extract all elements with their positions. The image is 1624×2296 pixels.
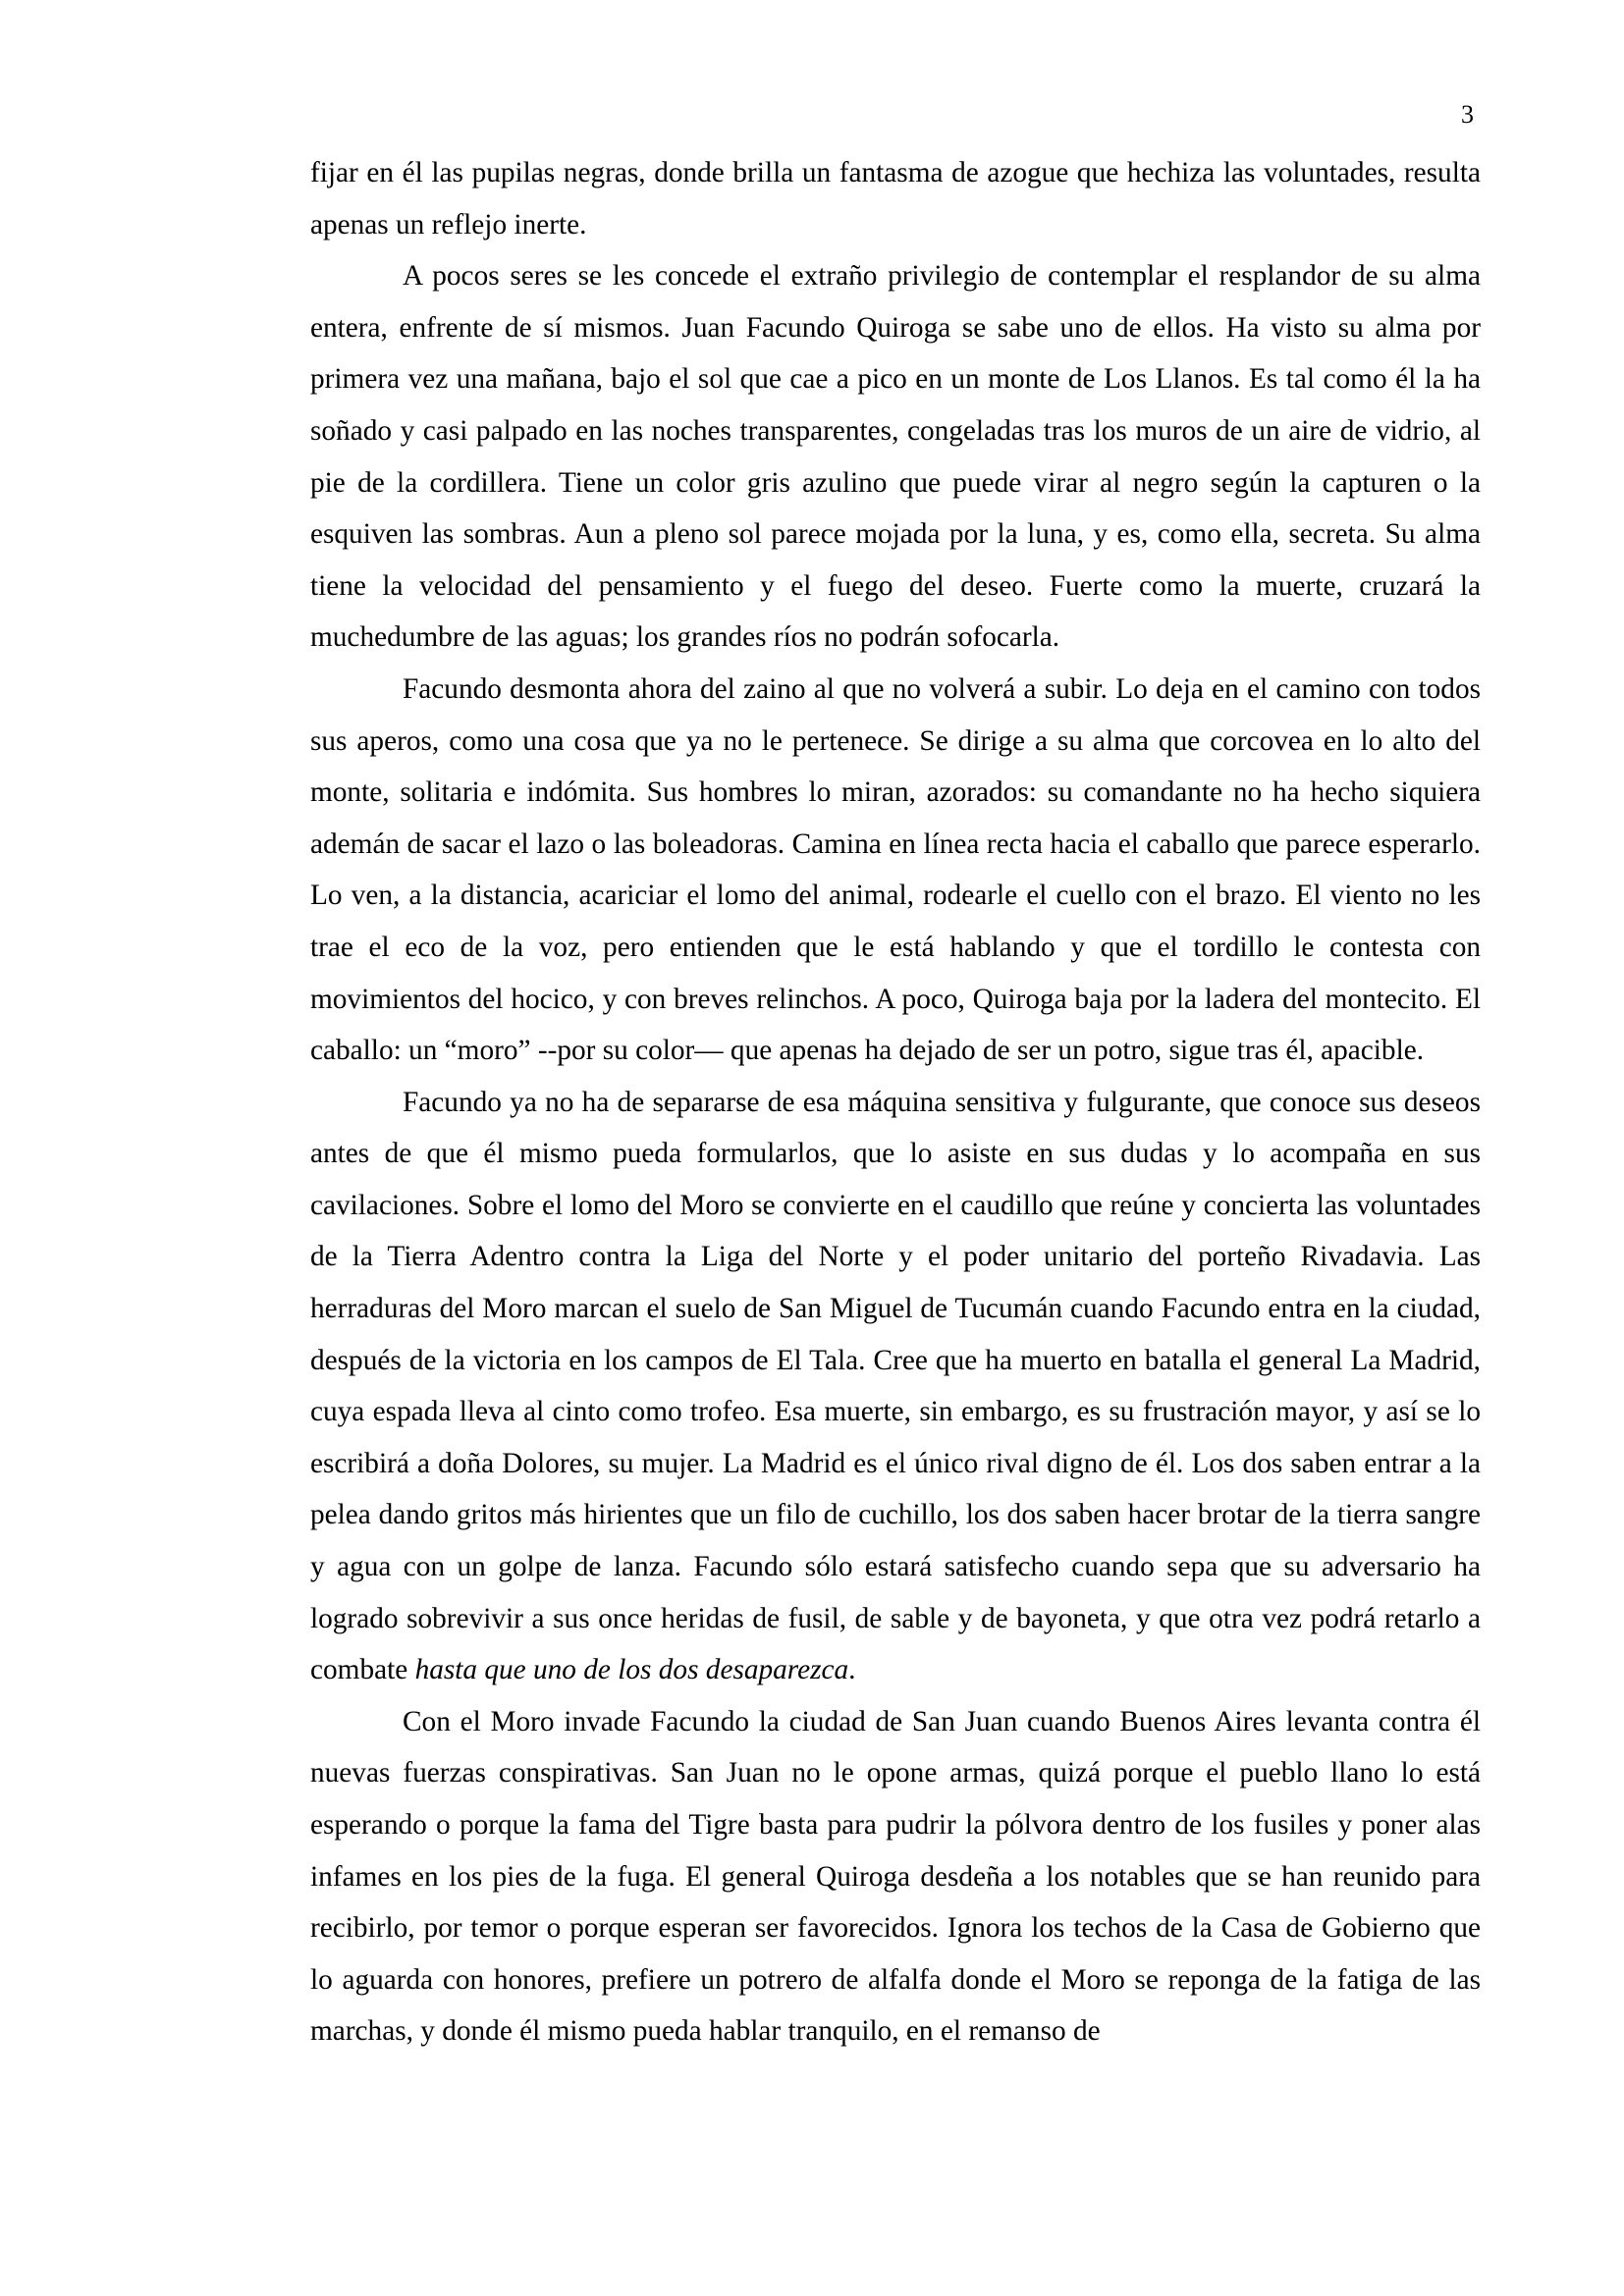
text-body (310, 147, 1481, 2057)
paragraph-2: A pocos seres se les concede el extraño privilegio de contemplar el resplandor de su alma entera, enfrente de sí mismos. Juan Facundo Quiroga se sabe uno de ellos. Ha visto su alma por primera vez una mañana, bajo el sol que cae a pico en un monte de Los Llanos. Es tal como él la ha soñado y casi palpado en las noches transparentes, congeladas tras los muros de un aire de vidrio, al pie de la cordillera. Tiene un color gris azulino que puede virar al negro según la capturen o la esquiven las sombras. Aun a pleno sol parece mojada por la luna, y es, como ella, secreta. Su alma tiene la velocidad del pensamiento y el fuego del deseo. Fuerte como la muerte, cruzará la muchedumbre de las aguas; los grandes ríos no podrán sofocarla. (310, 260, 1481, 654)
paragraph-4-text: Facundo ya no ha de separarse de esa máquina sensitiva y fulgurante, que conoce sus deseos antes de que él mismo pueda formularlos, que lo asiste en sus dudas y lo acompaña en sus cavilaciones. Sobre el lomo del Moro se convierte en el caudillo que reúne y concierta las voluntades de la Tierra Adentro contra la Liga del Norte y el poder unitario del porteño Rivadavia. Las herraduras del Moro marcan el suelo de San Miguel de Tucumán cuando Facundo entra en la ciudad, después de la victoria en los campos de El Tala. Cree que ha muerto en batalla el general La Madrid, cuya espada lleva al cinto como trofeo. Esa muerte, sin embargo, es su frustración mayor, y así se lo escribirá a doña Dolores, su mujer. La Madrid es el único rival digno de él. Los dos saben entrar a la pelea dando gritos más hirientes que un filo de cuchillo, los dos saben hacer brotar de la tierra sangre y agua con un golpe de lanza. Facundo sólo estará satisfecho cuando sepa que su adversario ha logrado sobrevivir a sus once heridas de fusil, de sable y de bayoneta, y que otra vez podrá retarlo a combate (310, 1086, 1481, 1686)
paragraph-4 (310, 1077, 1481, 1696)
paragraph-3: Facundo desmonta ahora del zaino al que no volverá a subir. Lo deja en el camino con todos sus aperos, como una cosa que ya no le pertenece. Se dirige a su alma que corcovea en lo alto del monte, solitaria e indómita. Sus hombres lo miran, azorados: su comandante no ha hecho siquiera ademán de sacar el lazo o las boleadoras. Camina en línea recta hacia el caballo que parece esperarlo. Lo ven, a la distancia, acariciar el lomo del animal, rodearle el cuello con el brazo. El viento no les trae el eco de la voz, pero entienden que le está hablando y que el tordillo le contesta con movimientos del hocico, y con breves relinchos. A poco, Quiroga baja por la ladera del montecito. El caballo: un “moro” --por su color— que apenas ha dejado de ser un potro, sigue tras él, apacible. (310, 672, 1481, 1067)
paragraph-4-end: . (848, 1654, 856, 1686)
paragraph-1: fijar en él las pupilas negras, donde brilla un fantasma de azogue que hechiza las voluntades, resulta apenas un reflejo inerte. (310, 157, 1481, 240)
page-number: 3 (1461, 100, 1474, 129)
paragraph-4-italic: hasta que uno de los dos desaparezca (414, 1654, 849, 1686)
paragraph-5: Con el Moro invade Facundo la ciudad de San Juan cuando Buenos Aires levanta contra él nuevas fuerzas conspirativas. San Juan no le opone armas, quizá porque el pueblo llano lo está esperando o porque la fama del Tigre basta para pudrir la pólvora dentro de los fusiles y poner alas infames en los pies de la fuga. El general Quiroga desdeña a los notables que se han reunido para recibirlo, por temor o porque esperan ser favorecidos. Ignora los techos de la Casa de Gobierno que lo aguarda con honores, prefiere un potrero de alfalfa donde el Moro se reponga de la fatiga de las marchas, y donde él mismo pueda hablar tranquilo, en el remanso de (310, 1705, 1481, 2048)
